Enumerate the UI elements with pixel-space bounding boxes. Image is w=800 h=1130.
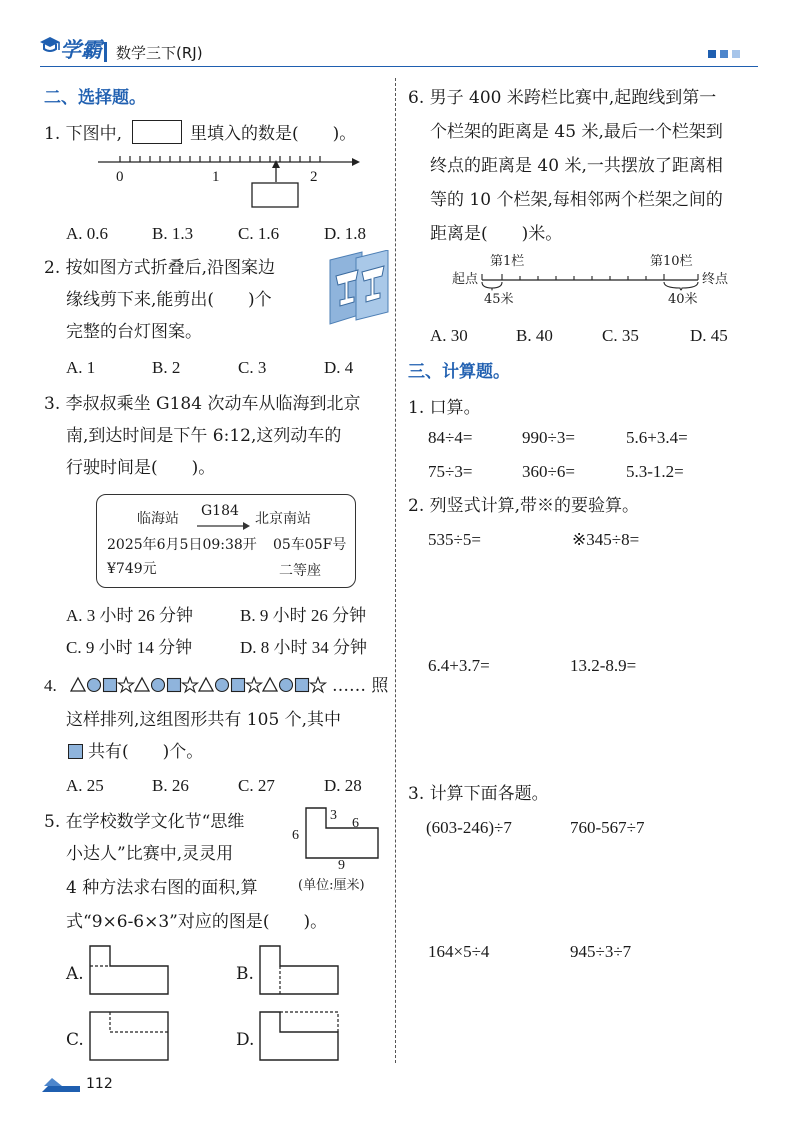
header-divider [104, 42, 107, 62]
q3-train-ticket [96, 494, 356, 588]
q4-square-icon [68, 744, 83, 759]
q3-option-d[interactable]: D. 8 小时 34 分钟 [240, 638, 368, 657]
vertical-item-2[interactable]: ※345÷8= [572, 530, 640, 549]
ticket-class: 二等座 [279, 563, 321, 579]
q5-l-shape-figure [296, 806, 386, 862]
ticket-arrow [195, 521, 251, 531]
q4-option-b[interactable]: B. 26 [152, 776, 189, 795]
q5-option-a[interactable]: A. [66, 964, 84, 984]
q1-option-b[interactable]: B. 1.3 [152, 224, 194, 243]
q6-option-b[interactable]: B. 40 [516, 326, 553, 345]
q6-line-2: 个栏架的距离是 45 米,最后一个栏架到 [430, 122, 723, 142]
q6-label-45m: 45米 [484, 292, 514, 307]
calc-q3-label: 3. 计算下面各题。 [408, 784, 549, 804]
q2-option-b[interactable]: B. 2 [152, 358, 181, 377]
ticket-train: G184 [201, 503, 239, 519]
q6-line-5: 距离是( )米。 [430, 224, 563, 244]
q5-option-c-figure [88, 1010, 170, 1062]
oral-item-2[interactable]: 990÷3= [522, 428, 575, 447]
q5-unit: (单位:厘米) [298, 878, 365, 893]
q2-line-1: 2. 按如图方式折叠后,沿图案边 [44, 258, 276, 278]
q5-label-left-6: 6 [292, 828, 299, 843]
q4-option-c[interactable]: C. 27 [238, 776, 275, 795]
page-number: 112 [86, 1076, 113, 1092]
q3-option-c[interactable]: C. 9 小时 14 分钟 [66, 638, 193, 657]
q5-line-4: 式“9×6-6×3”对应的图是( )。 [66, 912, 328, 932]
section-calc-title: 三、计算题。 [408, 362, 510, 382]
q5-label-bottom-9: 9 [338, 858, 345, 873]
oral-item-5[interactable]: 360÷6= [522, 462, 575, 481]
q6-option-d[interactable]: D. 45 [690, 326, 728, 345]
ticket-datetime: 2025年6月5日09:38开 [107, 537, 257, 553]
q3-option-a[interactable]: A. 3 小时 26 分钟 [66, 606, 194, 625]
q5-option-b[interactable]: B. [236, 964, 254, 984]
q5-line-2: 小达人”比赛中,灵灵用 [66, 844, 234, 864]
q5-option-c[interactable]: C. [66, 1030, 84, 1050]
oral-item-4[interactable]: 75÷3= [428, 462, 473, 481]
q6-option-c[interactable]: C. 35 [602, 326, 639, 345]
q4-line-3: 共有( )个。 [88, 742, 204, 762]
q1-option-c[interactable]: C. 1.6 [238, 224, 280, 243]
q5-option-b-figure [258, 944, 340, 996]
pencil-icon [40, 1074, 88, 1094]
q4-shape-sequence [70, 676, 332, 696]
q5-label-top-3: 3 [330, 808, 337, 823]
mixed-item-4[interactable]: 945÷3÷7 [570, 942, 632, 961]
q4-tail: …… 照 [332, 676, 389, 696]
q4-number: 4. [44, 676, 57, 695]
oral-item-3[interactable]: 5.6+3.4= [626, 428, 688, 447]
q1-option-d[interactable]: D. 1.8 [324, 224, 367, 243]
q3-line-1: 3. 李叔叔乘坐 G184 次动车从临海到北京 [44, 394, 361, 414]
q1-tick-0: 0 [116, 169, 124, 185]
q6-label-end: 终点 [702, 272, 729, 287]
calc-q2-label: 2. 列竖式计算,带※的要验算。 [408, 496, 640, 516]
mixed-item-1[interactable]: (603-246)÷7 [426, 818, 512, 837]
section-choice-title: 二、选择题。 [44, 88, 146, 108]
q6-line-4: 等的 10 个栏架,每相邻两个栏架之间的 [430, 190, 723, 210]
q2-option-a[interactable]: A. 1 [66, 358, 96, 377]
q3-option-b[interactable]: B. 9 小时 26 分钟 [240, 606, 367, 625]
ticket-from: 临海站 [137, 511, 179, 527]
q2-folded-paper-lamp-figure [326, 250, 394, 330]
q5-option-d[interactable]: D. [236, 1030, 255, 1050]
calc-q1-label: 1. 口算。 [408, 398, 481, 418]
header-rule [40, 66, 758, 67]
q5-line-1: 5. 在学校数学文化节“思维 [44, 812, 245, 832]
q4-line-2: 这样排列,这组图形共有 105 个,其中 [66, 710, 342, 730]
mixed-item-2[interactable]: 760-567÷7 [570, 818, 645, 837]
q4-option-a[interactable]: A. 25 [66, 776, 104, 795]
ticket-seat: 05车05F号 [273, 537, 347, 553]
q1-suffix: 里填入的数是( )。 [190, 124, 357, 144]
vertical-item-1[interactable]: 535÷5= [428, 530, 481, 549]
q1-prefix: 1. 下图中, [44, 124, 123, 144]
vertical-item-3[interactable]: 6.4+3.7= [428, 656, 490, 675]
q6-line-1: 6. 男子 400 米跨栏比赛中,起跑线到第一 [408, 88, 717, 108]
q1-option-a[interactable]: A. 0.6 [66, 224, 109, 243]
brand-logo: 学霸 [60, 38, 102, 62]
q2-option-c[interactable]: C. 3 [238, 358, 267, 377]
q2-line-2: 缘线剪下来,能剪出( )个 [66, 290, 272, 310]
q5-line-3: 4 种方法求右图的面积,算 [66, 878, 258, 898]
q2-option-d[interactable]: D. 4 [324, 358, 354, 377]
q6-line-3: 终点的距离是 40 米,一共摆放了距离相 [430, 156, 723, 176]
q3-line-3: 行驶时间是( )。 [66, 458, 216, 478]
q6-label-40m: 40米 [668, 292, 698, 307]
q1-number-line [90, 152, 370, 212]
header [0, 0, 800, 72]
ticket-to: 北京南站 [255, 511, 311, 527]
mixed-item-3[interactable]: 164×5÷4 [428, 942, 490, 961]
ticket-price: ¥749元 [107, 561, 157, 577]
graduation-cap-icon [38, 34, 62, 56]
oral-item-6[interactable]: 5.3-1.2= [626, 462, 684, 481]
q6-label-tenth: 第10栏 [650, 254, 693, 269]
column-divider [395, 78, 396, 1063]
q6-label-first: 第1栏 [490, 254, 525, 269]
q3-line-2: 南,到达时间是下午 6:12,这列动车的 [66, 426, 342, 446]
q2-line-3: 完整的台灯图案。 [66, 322, 202, 342]
q5-label-right-6: 6 [352, 816, 359, 831]
q5-option-d-figure [258, 1010, 340, 1062]
q4-option-d[interactable]: D. 28 [324, 776, 362, 795]
q6-label-start: 起点 [452, 272, 479, 287]
q1-blank-box [132, 120, 182, 144]
q1-tick-1: 1 [212, 169, 220, 185]
q1-tick-2: 2 [310, 169, 318, 185]
header-subtitle: 数学三下(RJ) [116, 44, 203, 62]
oral-item-1[interactable]: 84÷4= [428, 428, 473, 447]
q6-option-a[interactable]: A. 30 [430, 326, 468, 345]
vertical-item-4[interactable]: 13.2-8.9= [570, 656, 637, 675]
q5-option-a-figure [88, 944, 170, 996]
